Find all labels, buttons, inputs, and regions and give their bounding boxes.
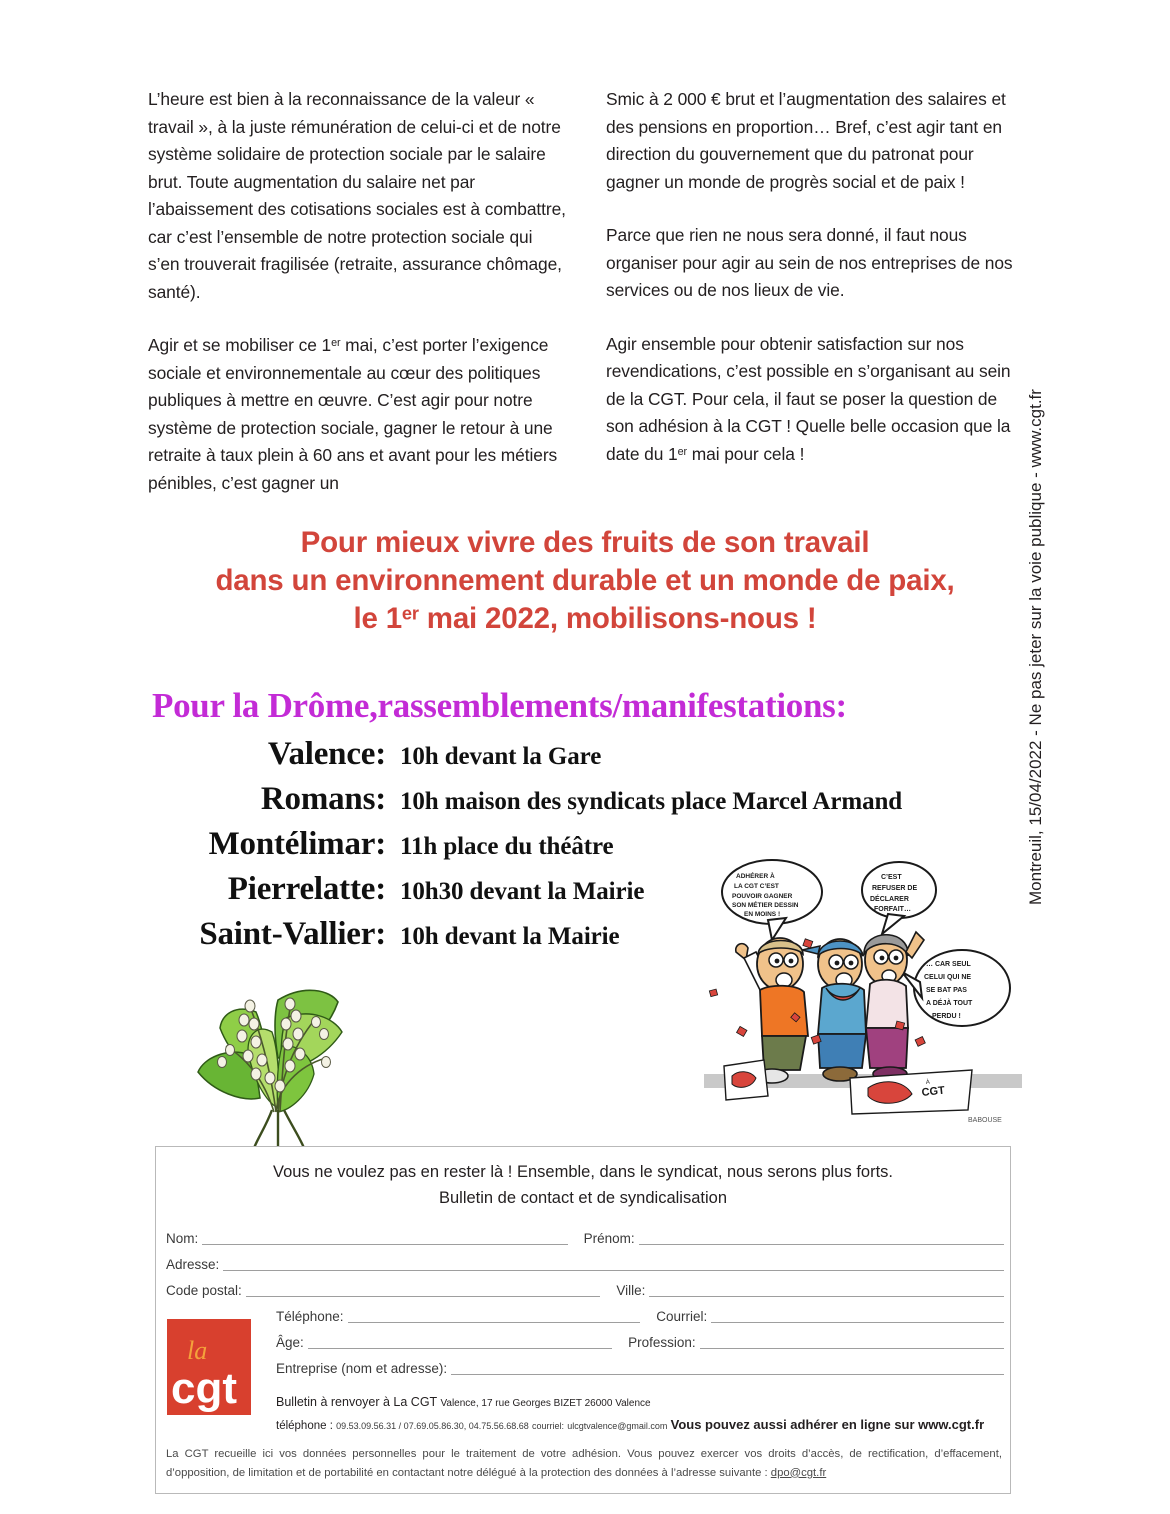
bulletin-footer <box>276 1395 1002 1432</box>
field-row-age-profession <box>156 1323 1012 1349</box>
label-nom: Nom: <box>166 1230 199 1246</box>
label-age: Âge: <box>276 1334 304 1350</box>
input-telephone[interactable] <box>348 1309 641 1323</box>
input-profession[interactable] <box>700 1335 1004 1349</box>
label-code-postal: Code postal: <box>166 1282 242 1298</box>
bulletin-title-line2: Bulletin de contact et de syndicalisation <box>438 1188 727 1207</box>
field-row-telephone-courriel <box>156 1297 1012 1323</box>
meeting-item <box>150 736 1030 773</box>
input-age[interactable] <box>308 1335 612 1349</box>
label-profession: Profession: <box>628 1334 696 1350</box>
svg-text:CGT: CGT <box>921 1084 946 1099</box>
paragraph: Parce que rien ne nous sera donné, il faut nous organiser pour agir au sein de nos entreprises de nos services ou de nos lieux de vie. <box>606 225 1013 300</box>
side-credit: Montreuil, 15/04/2022 - Ne pas jeter sur la voie publique - www.cgt.fr <box>1026 389 1045 905</box>
email-address[interactable]: ulcgtvalence@gmail.com <box>567 1421 668 1431</box>
return-address-line <box>276 1395 1002 1409</box>
online-membership-note: Vous pouvez aussi adhérer en ligne sur www.cgt.fr <box>670 1417 985 1432</box>
bulletin-form <box>155 1146 1011 1494</box>
email-label: courriel: <box>532 1421 565 1431</box>
svg-text:la: la <box>187 1336 208 1365</box>
bulletin-title-line1: Vous ne voulez pas en rester là ! Ensemble, dans le syndicat, nous serons plus forts. <box>272 1163 893 1181</box>
svg-text:PERDU !: PERDU ! <box>932 1013 961 1020</box>
meeting-detail: 10h devant la Gare <box>400 743 602 770</box>
phone-label: téléphone : <box>276 1420 333 1432</box>
svg-text:FORFAIT…: FORFAIT… <box>874 906 911 913</box>
svg-text:POUVOIR GAGNER: POUVOIR GAGNER <box>732 893 793 900</box>
bulletin-fields <box>156 1219 1012 1375</box>
return-prefix: Bulletin à renvoyer à La CGT <box>276 1395 437 1409</box>
legal-notice <box>166 1445 1002 1482</box>
svg-text:REFUSER DE: REFUSER DE <box>872 885 918 892</box>
svg-text:DÉCLARER: DÉCLARER <box>870 896 909 903</box>
label-telephone: Téléphone: <box>276 1308 344 1324</box>
paragraph: Agir ensemble pour obtenir satisfaction sur nos revendications, c’est possible en s’organisant au sein de la CGT. Pour cela, il faut se poser la question de son adhésion à la CGT ! Quelle belle occasion que la date du 1er mai pour cela ! <box>606 333 1011 464</box>
dpo-email-link[interactable]: dpo@cgt.fr <box>770 1466 827 1479</box>
svg-text:SON MÉTIER DESSIN: SON MÉTIER DESSIN <box>732 902 799 909</box>
svg-text:A DÉJÀ TOUT: A DÉJÀ TOUT <box>926 1000 973 1007</box>
svg-text:À: À <box>925 1079 931 1086</box>
field-row-nom-prenom <box>156 1219 1012 1245</box>
cgt-logo <box>167 1319 251 1415</box>
field-row-codepostal-ville <box>156 1271 1012 1297</box>
input-courriel[interactable] <box>711 1309 1004 1323</box>
svg-text:EN MOINS !: EN MOINS ! <box>744 911 781 918</box>
meeting-city: Saint-Vallier: <box>199 916 386 952</box>
meeting-city: Valence: <box>267 736 386 772</box>
label-ville: Ville: <box>616 1282 646 1298</box>
meeting-city: Pierrelatte: <box>227 871 386 907</box>
svg-text:LA CGT C’EST: LA CGT C’EST <box>734 883 779 890</box>
svg-text:C’EST: C’EST <box>881 874 902 881</box>
meeting-detail: 10h30 devant la Mairie <box>400 878 645 905</box>
meeting-detail: 11h place du théâtre <box>400 833 614 860</box>
left-column <box>148 86 568 497</box>
paragraph: Smic à 2 000 € brut et l’augmentation des salaires et des pensions en proportion… Bref, c’est agir tant en direction du gouvernement que du patronat pour gagner un monde de progrès social et de paix ! <box>606 89 1006 192</box>
headline-line: Pour mieux vivre des fruits de son travail <box>300 526 870 559</box>
label-courriel: Courriel: <box>656 1308 708 1324</box>
contact-line <box>276 1417 1002 1432</box>
svg-text:SE BAT PAS: SE BAT PAS <box>926 987 967 994</box>
label-prenom: Prénom: <box>583 1230 635 1246</box>
input-adresse[interactable] <box>223 1257 1004 1271</box>
paragraph: L’heure est bien à la reconnaissance de la valeur « travail », à la juste rémunération de celui-ci et de notre système solidaire de protection sociale par le salaire brut. Toute augmentation du salaire net par l’abaissement des cotisations sociales est à combattre, car c’est l’ensemble de notre protection sociale qui s’en trouverait fragilisée (retraite, assurance chômage, santé). <box>148 89 566 302</box>
svg-text:BABOUSE: BABOUSE <box>968 1117 1002 1124</box>
label-adresse: Adresse: <box>166 1256 220 1272</box>
input-entreprise[interactable] <box>451 1361 1004 1375</box>
bulletin-title <box>156 1147 1010 1211</box>
return-address: Valence, 17 rue Georges BIZET 26000 Valence <box>440 1398 651 1409</box>
headline-line: dans un environnement durable et un monde de paix, <box>215 563 955 597</box>
label-entreprise: Entreprise (nom et adresse): <box>276 1360 448 1376</box>
svg-text:… CAR SEUL: … CAR SEUL <box>926 961 971 968</box>
meeting-city: Romans: <box>260 781 386 817</box>
legal-text: La CGT recueille ici vos données personnelles pour le traitement de votre adhésion. Vous pouvez exercer vos droits d’accès, de rectification, d’effacement, d’opposition, de limitation et de portabilité en contactant notre délégué à la protection des données à l’adresse suivante : <box>166 1448 1002 1479</box>
field-row-adresse <box>156 1245 1012 1271</box>
cartoon-illustration <box>700 852 1030 1142</box>
svg-text:CELUI QUI NE: CELUI QUI NE <box>924 974 972 981</box>
section-heading: Pour la Drôme,rassemblements/manifestations: <box>152 686 847 725</box>
body-columns <box>148 86 1026 497</box>
input-nom[interactable] <box>202 1231 567 1245</box>
svg-text:ADHÉRER À: ADHÉRER À <box>736 873 775 880</box>
paragraph: Agir et se mobiliser ce 1er mai, c’est porter l’exigence sociale et environnementale au cœur des politiques publiques à mettre en œuvre. C’est agir pour notre système de protection sociale, gagner le retour à une retraite à taux plein à 60 ans et avant pour les métiers pénibles, c’est gagner un <box>148 335 558 493</box>
svg-text:cgt: cgt <box>171 1364 237 1413</box>
meeting-detail: 10h maison des syndicats place Marcel Armand <box>400 788 903 815</box>
input-prenom[interactable] <box>639 1231 1004 1245</box>
field-row-entreprise <box>156 1349 1012 1375</box>
headline-line: le 1er mai 2022, mobilisons-nous ! <box>353 601 817 635</box>
right-column <box>606 86 1026 497</box>
red-headline <box>0 524 1170 637</box>
meeting-city: Montélimar: <box>208 826 386 862</box>
meeting-detail: 10h devant la Mairie <box>400 923 620 950</box>
phone-numbers: 09.53.09.56.31 / 07.69.05.86.30, 04.75.56.68.68 <box>336 1421 529 1431</box>
input-code-postal[interactable] <box>246 1283 601 1297</box>
meeting-item <box>150 781 1030 818</box>
input-ville[interactable] <box>649 1283 1004 1297</box>
lily-of-the-valley-illustration <box>186 962 371 1152</box>
